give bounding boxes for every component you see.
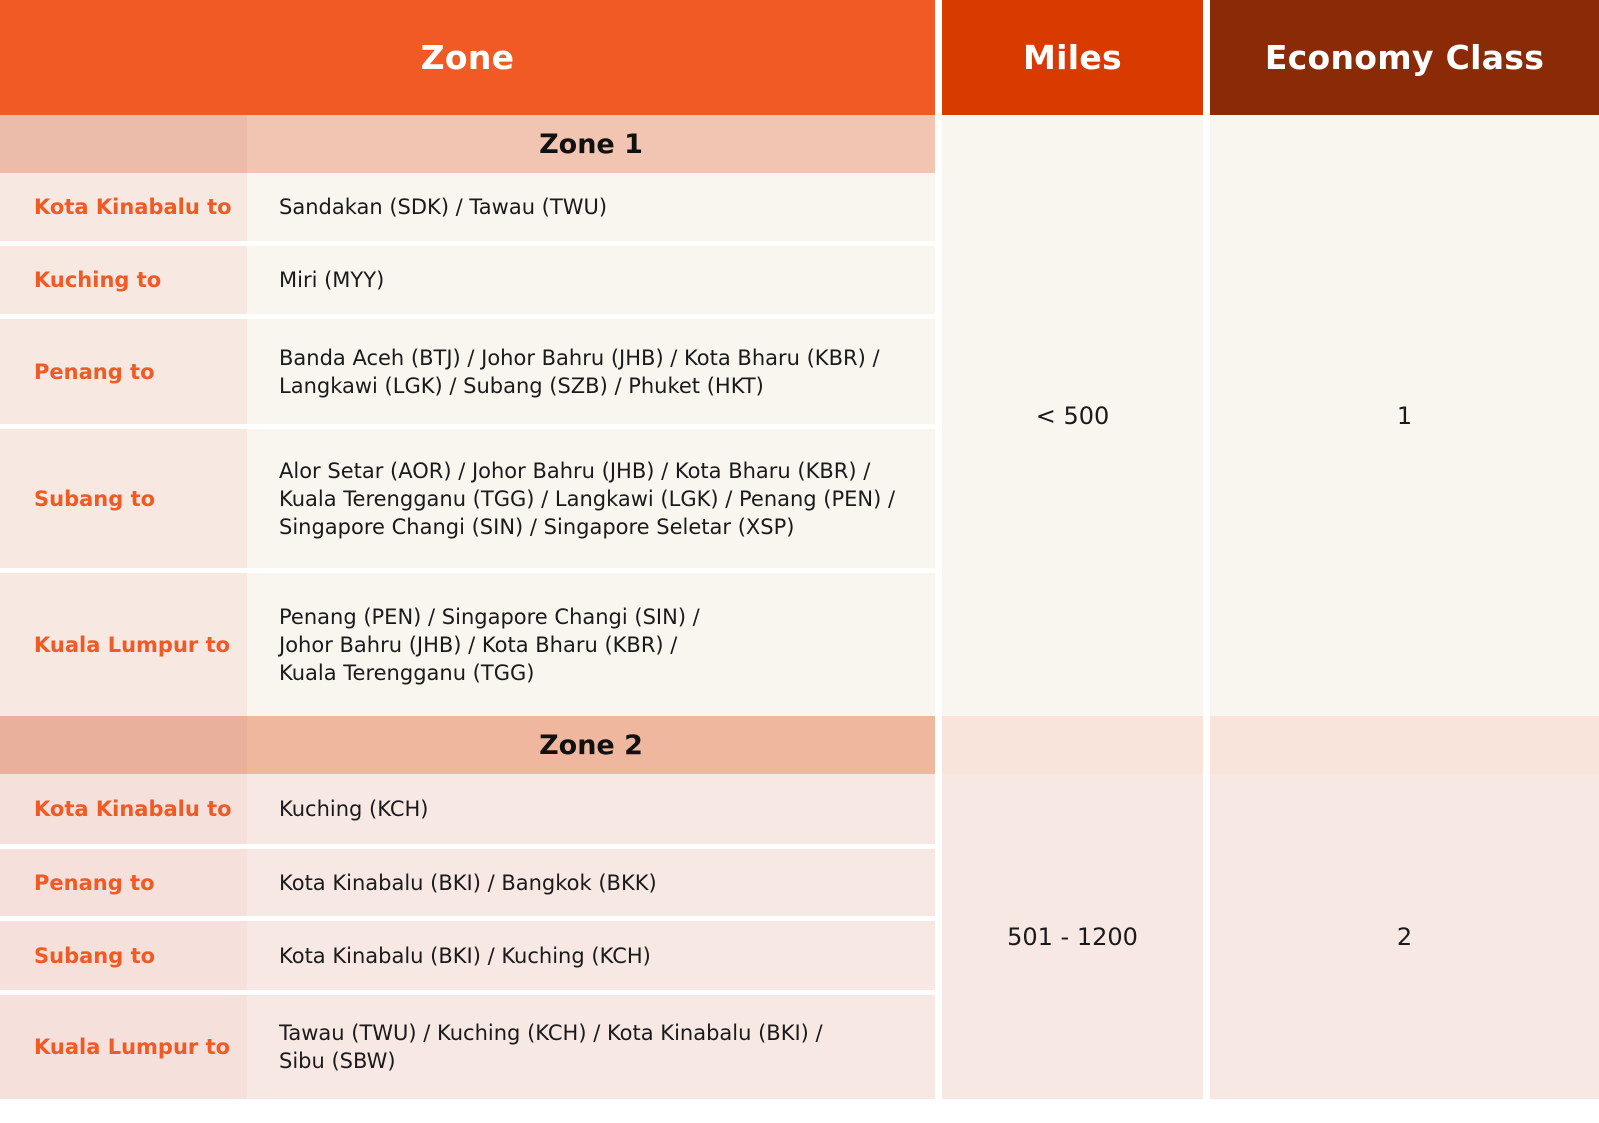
zone-column-header: Zone xyxy=(0,0,935,115)
zone-1-row-2-origin: Kuching to xyxy=(0,246,247,314)
zone-2-row-3-origin: Subang to xyxy=(0,921,247,990)
zone-1-band-left xyxy=(0,115,247,173)
zone-1-row-5-origin: Kuala Lumpur to xyxy=(0,573,247,716)
zone-1-row-5-destinations: Penang (PEN) / Singapore Changi (SIN) / Johor Bahru (JHB) / Kota Bharu (KBR) / Kuala Terengganu (TGG) xyxy=(247,573,935,716)
zone-1-economy: 1 xyxy=(1210,115,1599,716)
zone-2-title: Zone 2 xyxy=(247,716,935,774)
zone-2-row-3-destinations: Kota Kinabalu (BKI) / Kuching (KCH) xyxy=(247,921,935,990)
miles-column-header: Miles xyxy=(942,0,1203,115)
zone-1-row-2-destinations: Miri (MYY) xyxy=(247,246,935,314)
zone-2-miles: 501 - 1200 xyxy=(942,774,1203,1099)
zone-1-title: Zone 1 xyxy=(247,115,935,173)
zone-1-row-4-destinations: Alor Setar (AOR) / Johor Bahru (JHB) / Kota Bharu (KBR) / Kuala Terengganu (TGG) / Langkawi (LGK) / Penang (PEN) / Singapore Changi (SIN) / Singapore Seletar (XSP) xyxy=(247,429,935,568)
zone-1-row-3-origin: Penang to xyxy=(0,319,247,424)
zone-2-row-1-origin: Kota Kinabalu to xyxy=(0,774,247,844)
zone-1-row-1-destinations: Sandakan (SDK) / Tawau (TWU) xyxy=(247,173,935,241)
zone-2-economy: 2 xyxy=(1210,774,1599,1099)
zone-2-miles-band xyxy=(942,716,1203,774)
zone-2-row-4-origin: Kuala Lumpur to xyxy=(0,995,247,1099)
zone-1-miles: < 500 xyxy=(942,115,1203,716)
zone-2-row-1-destinations: Kuching (KCH) xyxy=(247,774,935,844)
zone-1-row-3-destinations: Banda Aceh (BTJ) / Johor Bahru (JHB) / Kota Bharu (KBR) / Langkawi (LGK) / Subang (SZB) / Phuket (HKT) xyxy=(247,319,935,424)
economy-column-header: Economy Class xyxy=(1210,0,1599,115)
zone-2-row-2-destinations: Kota Kinabalu (BKI) / Bangkok (BKK) xyxy=(247,849,935,916)
zone-1-row-1-origin: Kota Kinabalu to xyxy=(0,173,247,241)
zone-2-row-4-destinations: Tawau (TWU) / Kuching (KCH) / Kota Kinabalu (BKI) / Sibu (SBW) xyxy=(247,995,935,1099)
zone-1-row-4-origin: Subang to xyxy=(0,429,247,568)
zone-2-band-left xyxy=(0,716,247,774)
zone-2-economy-band xyxy=(1210,716,1599,774)
zone-2-row-2-origin: Penang to xyxy=(0,849,247,916)
